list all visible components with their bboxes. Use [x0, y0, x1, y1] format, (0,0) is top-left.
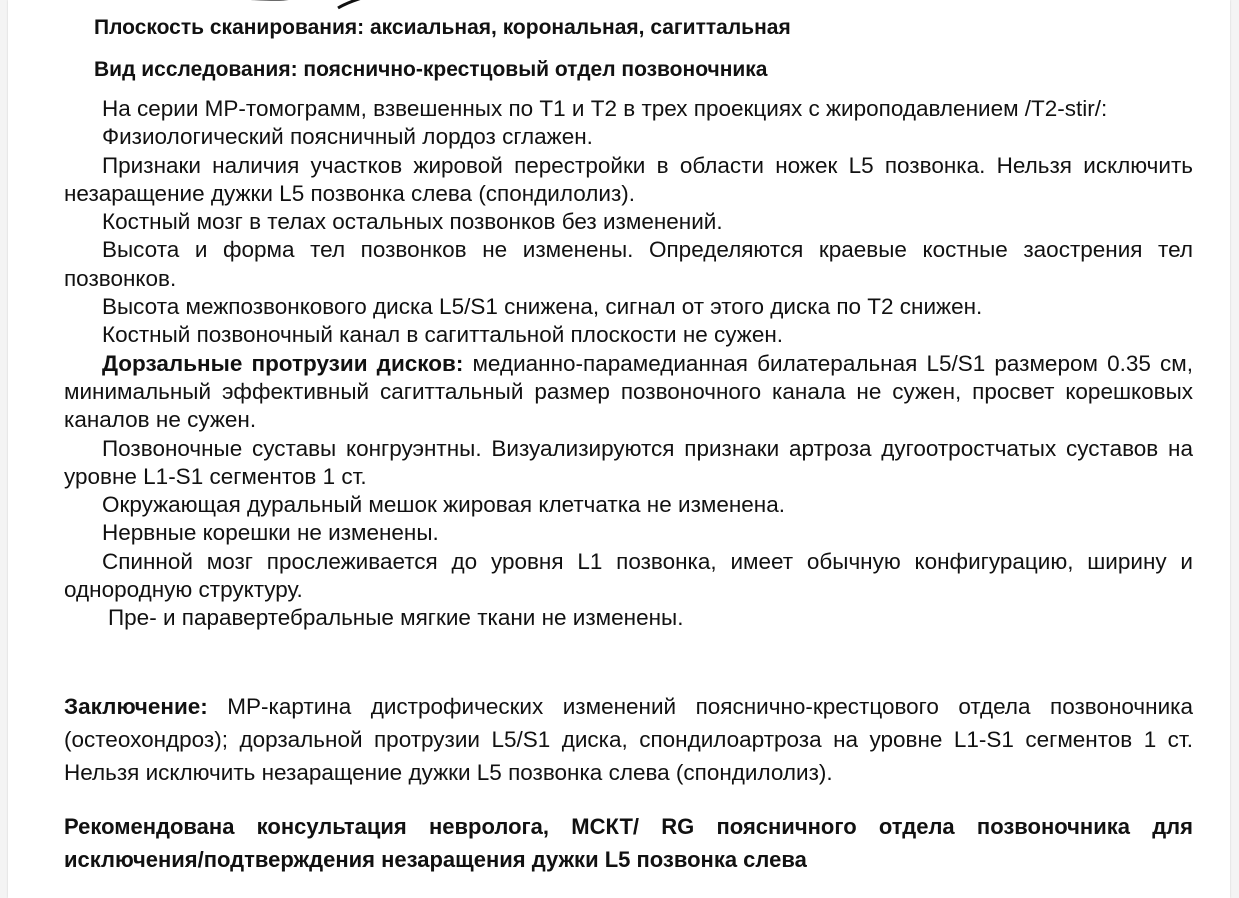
document-page — [8, 0, 1230, 898]
soft-tissue-paragraph: Пре- и паравертебральные мягкие ткани не изменены. — [108, 605, 684, 631]
protrusion-text: медианно-парамедианная билатеральная L5/S1 размером 0.35 см, минимальный эффективный сагиттальный размер позвоночного канала не сужен, просвет корешковых каналов не сужен. — [64, 350, 1193, 433]
findings-paragraph: Костный мозг в телах остальных позвонков без изменений. — [102, 209, 723, 235]
findings-paragraph: Признаки наличия участков жировой перестройки в области ножек L5 позвонка. Нельзя исключить незаращение дужки L5 позвонка слева (спондилолиз). — [64, 152, 1193, 206]
conclusion-paragraph — [64, 690, 1193, 789]
findings-paragraph: Окружающая дуральный мешок жировая клетчатка не изменена. — [102, 492, 785, 518]
conclusion-text: МР-картина дистрофических изменений пояснично-крестцового отдела позвоночника (остеохондроз); дорзальной протрузии L5/S1 диска, спондилоартроза на уровне L1-S1 сегментов 1 ст. Нельзя исключить незаращение дужки L5 позвонка слева (спондилолиз). — [64, 694, 1193, 785]
findings-paragraph: Костный позвоночный канал в сагиттальной плоскости не сужен. — [102, 322, 784, 348]
findings-paragraph: Нервные корешки не изменены. — [102, 520, 439, 546]
findings-paragraph: Высота и форма тел позвонков не изменены. Определяются краевые костные заострения тел позвонков. — [64, 237, 1193, 291]
conclusion-label: Заключение: — [64, 694, 208, 719]
findings-paragraph: Спинной мозг прослеживается до уровня L1 позвонка, имеет обычную конфигурацию, ширину и однородную структуру. — [64, 548, 1193, 603]
findings-paragraph: Физиологический поясничный лордоз сглажен. — [102, 124, 593, 150]
findings-text — [64, 95, 1193, 633]
scan-plane-heading: Плоскость сканирования: аксиальная, корональная, сагиттальная — [94, 16, 791, 39]
protrusion-label: Дорзальные протрузии дисков: — [102, 350, 464, 376]
findings-paragraph: Позвоночные суставы конгруэнтны. Визуализируются признаки артроза дугоотростчатых суставов на уровне L1-S1 сегментов 1 ст. — [64, 435, 1193, 489]
findings-paragraph: Высота межпозвонкового диска L5/S1 снижена, сигнал от этого диска по Т2 снижен. — [102, 294, 983, 320]
recommendation-paragraph: Рекомендована консультация невролога, МСКТ/ RG поясничного отдела позвоночника для исключения/подтверждения незаращения дужки L5 позвонка слева — [64, 814, 1193, 872]
findings-paragraph: На серии МР-томограмм, взвешенных по Т1 и Т2 в трех проекциях с жироподавлением /Т2-stir/: — [102, 96, 1108, 121]
study-type-heading: Вид исследования: пояснично-крестцовый отдел позвоночника — [94, 58, 768, 81]
protrusion-paragraph — [64, 350, 1193, 435]
